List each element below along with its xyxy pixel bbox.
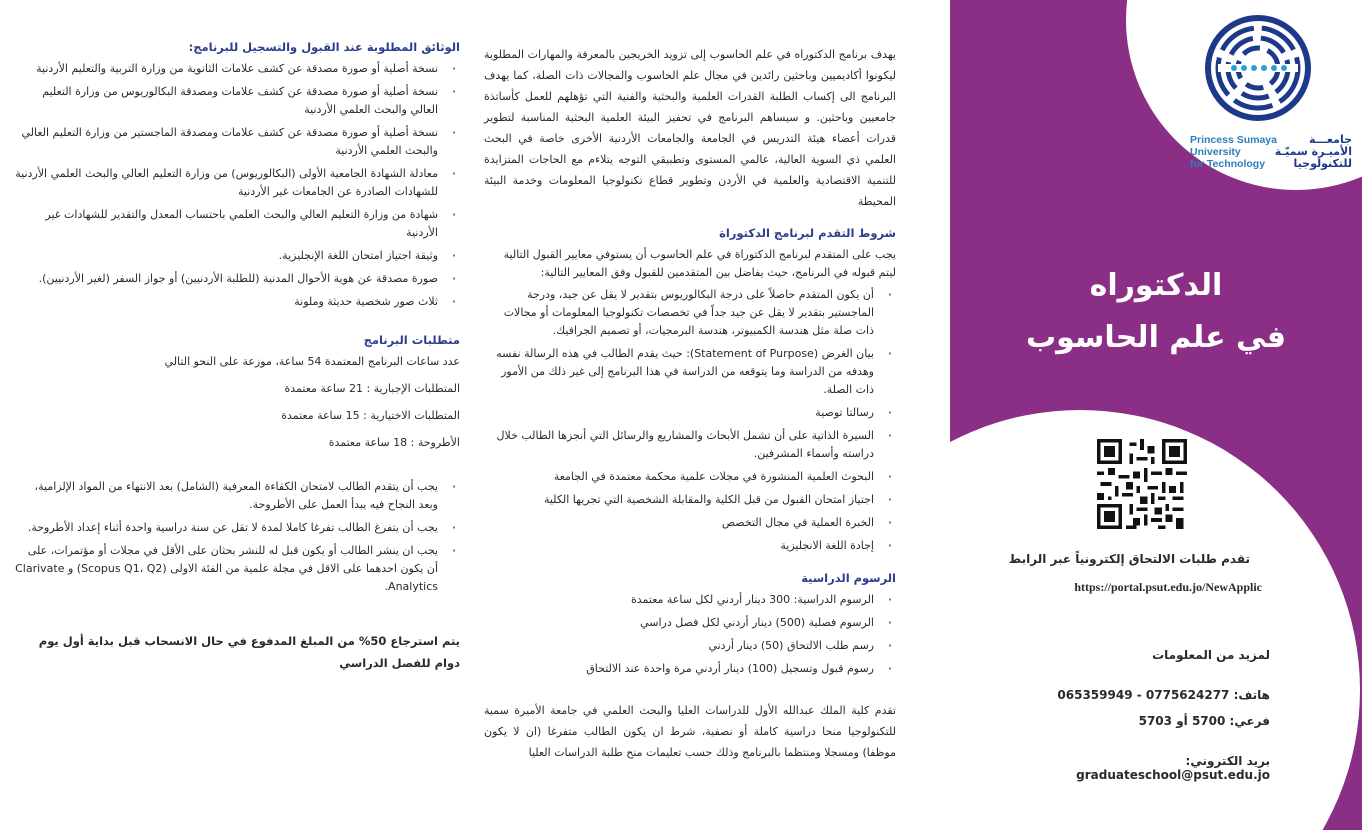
list-item: · شهادة من وزارة التعليم العالي والبحث العلمي باحتساب المعدل والتقدير للشهادات غير الأردنية	[14, 206, 460, 242]
rules-list	[14, 478, 460, 596]
refund-note: يتم استرجاع 50% من المبلغ المدفوع في حال الانسحاب قبل بداية أول يوم دوام للفصل الدراسي	[38, 634, 460, 670]
requirements-line: المتطلبات الاختيارية : 15 ساعة معتمدة	[281, 409, 460, 422]
list-item: · إجادة اللغة الانجليزية	[484, 537, 896, 555]
list-item: · الخبرة العملية في مجال التخصص	[484, 514, 896, 532]
admission-heading: شروط التقدم لبرنامج الدكتوراة	[719, 226, 896, 240]
fees-list	[484, 591, 896, 678]
list-item: · معادلة الشهادة الجامعية الأولى (البكالوريوس) من وزارة التعليم العالي والبحث العلمي الأردنية للشهادات الصادرة عن الجامعات غير الأردنية	[14, 165, 460, 201]
list-item: · يجب أن يتفرغ الطالب تفرغا كاملا لمدة لا تقل عن سنة دراسية واحدة أثناء إعداد الأطروحة.	[14, 519, 460, 537]
requirements-line: عدد ساعات البرنامج المعتمدة 54 ساعة، موزعة على النحو التالي	[164, 355, 460, 368]
list-item: · الرسوم فصلية (500) دينار أردني لكل فصل دراسي	[484, 614, 896, 632]
more-info-heading: لمزيد من المعلومات	[1152, 648, 1270, 662]
apply-url-link[interactable]: https://portal.psut.edu.jo/NewApplic	[1074, 580, 1262, 594]
university-logo-icon	[1204, 14, 1312, 122]
list-item: · يجب أن يتقدم الطالب لامتحان الكفاءة المعرفية (الشامل) بعد الانتهاء من المواد الإلزامية، وبعد النجاح فيه يبدأ العمل على الأطروحة.	[14, 478, 460, 514]
grant-paragraph: تقدم كلية الملك عبدالله الأول للدراسات العليا والبحث العلمي في جامعة الأميرة سمية للتكنولوجيا منحا دراسية كاملة أو نصفية، شرط ان يكون الطالب متفرغا (ان لا يكون موظفا) ومسجلا ومنتظما بالبرنامج وذلك حسب تعليمات منح طلبة الدراسات العليا	[484, 704, 896, 759]
list-item: · صورة مصدقة عن هوية الأحوال المدنية (للطلبة الأردنيين) أو جواز السفر (لغير الأردنيين).	[14, 270, 460, 288]
university-name-arabic: جامعـــة الأميـرة سميّـة للتكنولوجيا	[1274, 133, 1352, 170]
admission-lead: يجب على المتقدم لبرنامج الدكتوراة في علم الحاسوب أن يستوفي معايير القبول التالية ليتم قبوله في البرنامج، حيث يفاضل بين المتقدمين للقبول وفق المعايير التالية:	[503, 248, 896, 279]
middle-column	[484, 0, 896, 763]
list-item: · السيرة الذاتية على أن تشمل الأبحاث والمشاريع والرسائل التي أنجزها الطالب خلال دراسته وأسماء المشرفين.	[484, 427, 896, 463]
list-item: · نسخة أصلية أو صورة مصدقة عن كشف علامات ومصدقة الماجستير من وزارة التعليم العالي والبحث العلمي الأردنية	[14, 124, 460, 160]
list-item: · يجب ان ينشر الطالب أو يكون قبل له للنشر بحثان على الأقل في مجلات أو مؤتمرات، على أن يكون احدهما على الاقل في مجلة علمية من الفئة الاولى (Scopus Q1، Q2) و Clarivate Analytics.	[14, 542, 460, 596]
list-item: · بيان الغرض (Statement of Purpose): حيث يقدم الطالب في هذه الرسالة نفسه وهدفه من الدراسة وما يتوقعه من الدراسة في هذا البرنامج إلى غير ذلك من الأمور ذات الصلة.	[484, 345, 896, 399]
list-item: · البحوث العلمية المنشورة في مجلات علمية محكمة معتمدة في الجامعة	[484, 468, 896, 486]
requirements-heading: متطلبات البرنامج	[363, 333, 460, 347]
fees-heading: الرسوم الدراسية	[801, 571, 896, 585]
documents-list	[14, 60, 460, 311]
list-item: · رسالتا توصية	[484, 404, 896, 422]
list-item: · الرسوم الدراسية: 300 دينار أردني لكل ساعة معتمدة	[484, 591, 896, 609]
intro-paragraph: يهدف برنامج الدكتوراه في علم الحاسوب إلى تزويد الخريجين بالمعرفة والمهارات المطلوبة ليكونوا أكاديميين وباحثين رائدين في مجال علم الحاسوب والمجالات ذات الصلة، كما يهدف البرنامج الى إكساب الطلبة القدرات العلمية والبحثية والفنية التي تؤهلهم للعمل كأساتذة جامعيين وباحثين. و سيساهم البرنامج في تحفيز البيئة العلمية البحثية المناسبة لتطوير قدرات أعضاء هيئة التدريس في الجامعة والجامعات الأردنية الأخرى خاصة في البحث العلمي ذي السوية العالية، عالمي المستوى وتطبيقي التوجه يتلاءم مع الحاجات المتزايدة للتنمية الاقتصادية والعلمية في الأردن وتطوير قطاع تكنولوجيا المعلومات وخدمة البيئة المحيطة	[484, 48, 896, 208]
list-item: · ثلاث صور شخصية حديثة وملونة	[14, 293, 460, 311]
list-item: · نسخة أصلية أو صورة مصدقة عن كشف علامات الثانوية من وزارة التربية والتعليم الأردنية	[14, 60, 460, 78]
qr-code-icon[interactable]	[1094, 436, 1190, 532]
extension-numbers: فرعي: 5700 أو 5703	[1138, 714, 1270, 728]
requirements-line: المتطلبات الإجبارية : 21 ساعة معتمدة	[284, 382, 460, 395]
list-item: · رسم طلب الالتحاق (50) دينار أردني	[484, 637, 896, 655]
brand-panel	[950, 0, 1362, 830]
requirements-line: الأطروحة : 18 ساعة معتمدة	[328, 436, 460, 449]
list-item: · رسوم قبول وتسجيل (100) دينار أردني مرة واحدة عند الالتحاق	[484, 660, 896, 678]
list-item: · أن يكون المتقدم حاصلاً على درجة البكالوريوس بتقدير لا يقل عن جيد، ودرجة الماجستير بتقدير لا يقل عن جيد جداً في تخصصات تكنولوجيا المعلومات أو مجالات ذات صلة مثل هندسة الكمبيوتر، هندسة البرمجيات، أو تصميم الجرافيك.	[484, 286, 896, 340]
list-item: · نسخة أصلية أو صورة مصدقة عن كشف علامات ومصدقة البكالوريوس من وزارة التعليم العالي والبحث العلمي الأردنية	[14, 83, 460, 119]
admission-list	[484, 286, 896, 555]
left-column	[14, 0, 460, 674]
email-link[interactable]: بريد الكتروني: graduateschool@psut.edu.jo	[1076, 754, 1270, 782]
apply-online-label: تقدم طلبات الالتحاق إلكترونياً عبر الرابط	[1008, 552, 1250, 566]
university-name-english: Princess Sumaya University for Technology	[1190, 134, 1277, 170]
program-title-line1: الدكتوراه	[1089, 268, 1223, 303]
list-item: · اجتياز امتحان القبول من قبل الكلية والمقابلة الشخصية التي تجريها الكلية	[484, 491, 896, 509]
documents-heading: الوثائق المطلوبة عند القبول والتسجيل للبرنامج:	[188, 40, 460, 54]
program-title-line2: في علم الحاسوب	[1025, 320, 1287, 355]
phone-numbers: هاتف: 0775624277 - 065359949	[1057, 688, 1270, 702]
list-item: · وثيقة اجتياز امتحان اللغة الإنجليزية.	[14, 247, 460, 265]
